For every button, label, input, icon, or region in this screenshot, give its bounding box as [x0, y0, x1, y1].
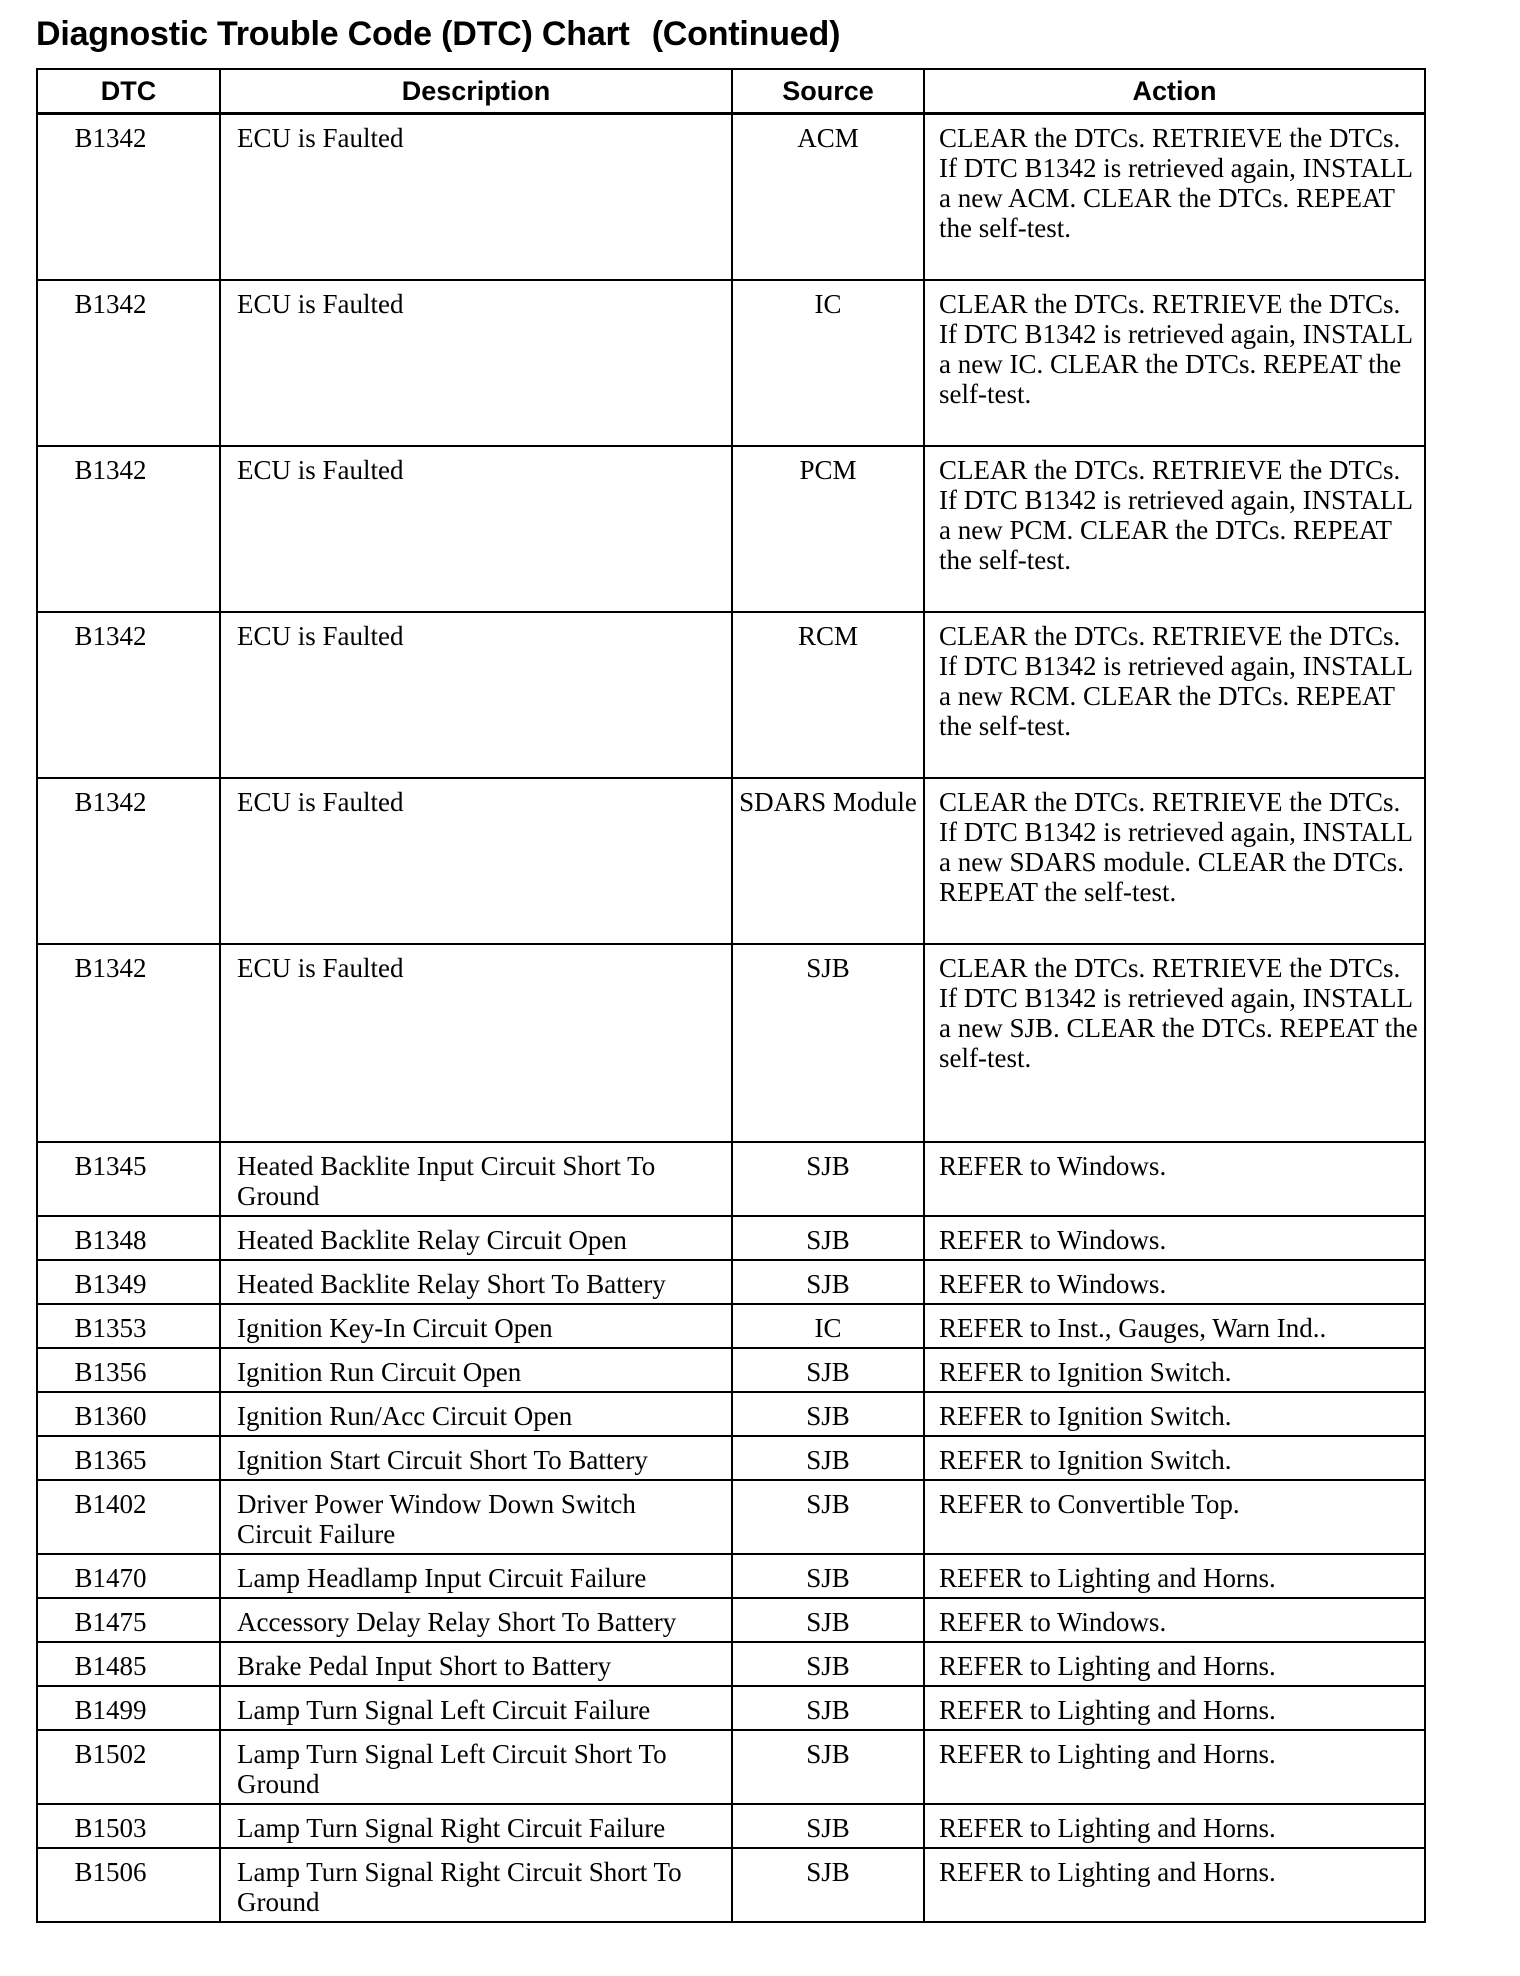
source-cell: IC: [732, 280, 924, 446]
action-cell: REFER to Lighting and Horns.: [924, 1554, 1425, 1598]
dtc-cell: B1342: [37, 280, 220, 446]
description-cell: Ignition Run/Acc Circuit Open: [220, 1392, 732, 1436]
description-cell: Lamp Turn Signal Right Circuit Failure: [220, 1804, 732, 1848]
dtc-cell: B1342: [37, 446, 220, 612]
source-cell: SJB: [732, 1686, 924, 1730]
action-cell: REFER to Inst., Gauges, Warn Ind..: [924, 1304, 1425, 1348]
dtc-chart-table: [36, 68, 1426, 1923]
dtc-cell: B1503: [37, 1804, 220, 1848]
action-cell: REFER to Ignition Switch.: [924, 1348, 1425, 1392]
action-cell: REFER to Lighting and Horns.: [924, 1642, 1425, 1686]
action-cell: REFER to Ignition Switch.: [924, 1392, 1425, 1436]
action-cell: REFER to Lighting and Horns.: [924, 1804, 1425, 1848]
dtc-cell: B1365: [37, 1436, 220, 1480]
source-cell: ACM: [732, 114, 924, 281]
source-cell: SJB: [732, 1848, 924, 1922]
action-cell: CLEAR the DTCs. RETRIEVE the DTCs. If DTC B1342 is retrieved again, INSTALL a new PCM. CLEAR the DTCs. REPEAT the self-test.: [924, 446, 1425, 612]
dtc-cell: B1342: [37, 612, 220, 778]
source-cell: SJB: [732, 1804, 924, 1848]
dtc-cell: B1506: [37, 1848, 220, 1922]
column-header-description: Description: [220, 69, 732, 114]
page-title: [36, 12, 840, 56]
source-cell: SJB: [732, 1260, 924, 1304]
dtc-cell: B1475: [37, 1598, 220, 1642]
column-header-action: Action: [924, 69, 1425, 114]
source-cell: RCM: [732, 612, 924, 778]
source-cell: SJB: [732, 1392, 924, 1436]
description-cell: Heated Backlite Input Circuit Short To Ground: [220, 1142, 732, 1216]
source-cell: SJB: [732, 1436, 924, 1480]
description-cell: Ignition Start Circuit Short To Battery: [220, 1436, 732, 1480]
table-row: [37, 1686, 1425, 1730]
source-cell: SJB: [732, 1142, 924, 1216]
action-cell: REFER to Windows.: [924, 1216, 1425, 1260]
table-row: [37, 1804, 1425, 1848]
source-cell: SJB: [732, 1554, 924, 1598]
action-cell: CLEAR the DTCs. RETRIEVE the DTCs. If DTC B1342 is retrieved again, INSTALL a new SDARS module. CLEAR the DTCs. REPEAT the self-test.: [924, 778, 1425, 944]
description-cell: Lamp Headlamp Input Circuit Failure: [220, 1554, 732, 1598]
action-cell: REFER to Windows.: [924, 1260, 1425, 1304]
table-row: [37, 1436, 1425, 1480]
action-cell: REFER to Lighting and Horns.: [924, 1686, 1425, 1730]
dtc-cell: B1342: [37, 944, 220, 1142]
action-cell: REFER to Convertible Top.: [924, 1480, 1425, 1554]
dtc-cell: B1356: [37, 1348, 220, 1392]
dtc-cell: B1502: [37, 1730, 220, 1804]
action-cell: REFER to Windows.: [924, 1142, 1425, 1216]
dtc-cell: B1342: [37, 778, 220, 944]
page-title-main: Diagnostic Trouble Code (DTC) Chart: [36, 15, 630, 53]
description-cell: Lamp Turn Signal Right Circuit Short To Ground: [220, 1848, 732, 1922]
dtc-cell: B1402: [37, 1480, 220, 1554]
dtc-cell: B1349: [37, 1260, 220, 1304]
table-header-row: [37, 69, 1425, 114]
dtc-cell: B1353: [37, 1304, 220, 1348]
dtc-cell: B1348: [37, 1216, 220, 1260]
description-cell: Driver Power Window Down Switch Circuit Failure: [220, 1480, 732, 1554]
table-row: [37, 1260, 1425, 1304]
description-cell: ECU is Faulted: [220, 280, 732, 446]
table-row: [37, 1392, 1425, 1436]
table-row: [37, 1848, 1425, 1922]
source-cell: SJB: [732, 1642, 924, 1686]
table-row: [37, 944, 1425, 1142]
table-row: [37, 1730, 1425, 1804]
description-cell: Ignition Key-In Circuit Open: [220, 1304, 732, 1348]
table-row: [37, 446, 1425, 612]
source-cell: SJB: [732, 1480, 924, 1554]
table-row: [37, 280, 1425, 446]
table-row: [37, 1348, 1425, 1392]
description-cell: ECU is Faulted: [220, 446, 732, 612]
dtc-cell: B1360: [37, 1392, 220, 1436]
dtc-cell: B1485: [37, 1642, 220, 1686]
description-cell: Heated Backlite Relay Short To Battery: [220, 1260, 732, 1304]
dtc-cell: B1470: [37, 1554, 220, 1598]
description-cell: Ignition Run Circuit Open: [220, 1348, 732, 1392]
table-row: [37, 1642, 1425, 1686]
description-cell: Accessory Delay Relay Short To Battery: [220, 1598, 732, 1642]
description-cell: ECU is Faulted: [220, 612, 732, 778]
description-cell: Lamp Turn Signal Left Circuit Short To Ground: [220, 1730, 732, 1804]
source-cell: SJB: [732, 1730, 924, 1804]
page-title-suffix: (Continued): [651, 15, 841, 53]
table-row: [37, 1216, 1425, 1260]
source-cell: SJB: [732, 1348, 924, 1392]
dtc-cell: B1499: [37, 1686, 220, 1730]
description-cell: ECU is Faulted: [220, 944, 732, 1142]
source-cell: SJB: [732, 944, 924, 1142]
table-row: [37, 778, 1425, 944]
source-cell: SDARS Module: [732, 778, 924, 944]
description-cell: Heated Backlite Relay Circuit Open: [220, 1216, 732, 1260]
source-cell: SJB: [732, 1598, 924, 1642]
description-cell: Brake Pedal Input Short to Battery: [220, 1642, 732, 1686]
table-row: [37, 1598, 1425, 1642]
action-cell: CLEAR the DTCs. RETRIEVE the DTCs. If DTC B1342 is retrieved again, INSTALL a new RCM. CLEAR the DTCs. REPEAT the self-test.: [924, 612, 1425, 778]
action-cell: REFER to Windows.: [924, 1598, 1425, 1642]
source-cell: IC: [732, 1304, 924, 1348]
table-row: [37, 1304, 1425, 1348]
dtc-cell: B1342: [37, 114, 220, 281]
table-row: [37, 1480, 1425, 1554]
action-cell: REFER to Ignition Switch.: [924, 1436, 1425, 1480]
action-cell: REFER to Lighting and Horns.: [924, 1730, 1425, 1804]
dtc-cell: B1345: [37, 1142, 220, 1216]
action-cell: REFER to Lighting and Horns.: [924, 1848, 1425, 1922]
description-cell: ECU is Faulted: [220, 778, 732, 944]
table-row: [37, 1554, 1425, 1598]
table-row: [37, 612, 1425, 778]
source-cell: PCM: [732, 446, 924, 612]
action-cell: CLEAR the DTCs. RETRIEVE the DTCs. If DTC B1342 is retrieved again, INSTALL a new SJB. CLEAR the DTCs. REPEAT the self-test.: [924, 944, 1425, 1142]
action-cell: CLEAR the DTCs. RETRIEVE the DTCs. If DTC B1342 is retrieved again, INSTALL a new ACM. CLEAR the DTCs. REPEAT the self-test.: [924, 114, 1425, 281]
table-row: [37, 1142, 1425, 1216]
column-header-source: Source: [732, 69, 924, 114]
source-cell: SJB: [732, 1216, 924, 1260]
column-header-dtc: DTC: [37, 69, 220, 114]
description-cell: ECU is Faulted: [220, 114, 732, 281]
description-cell: Lamp Turn Signal Left Circuit Failure: [220, 1686, 732, 1730]
table-row: [37, 114, 1425, 281]
action-cell: CLEAR the DTCs. RETRIEVE the DTCs. If DTC B1342 is retrieved again, INSTALL a new IC. CLEAR the DTCs. REPEAT the self-test.: [924, 280, 1425, 446]
